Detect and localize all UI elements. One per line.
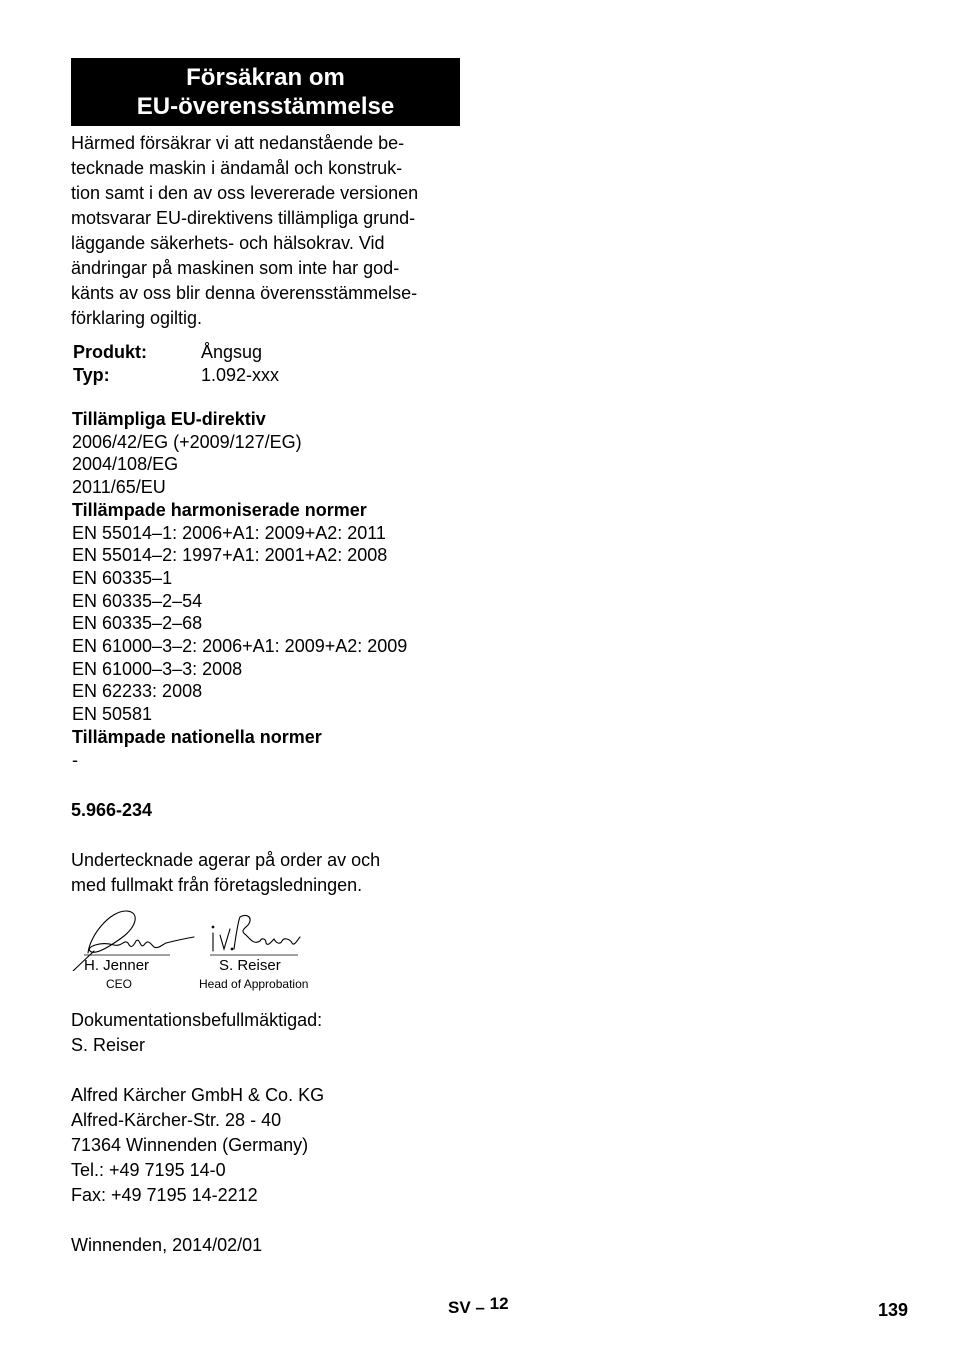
harmonised-item: EN 62233: 2008 [72,681,203,702]
documentation-name: S. Reiser [71,1035,146,1055]
product-value: Ångsug [201,342,263,362]
page-number: 139 [878,1300,909,1320]
directives-heading: Tillämpliga EU-direktiv [72,409,266,429]
signatory-role: CEO [106,977,133,991]
intro-line: läggande säkerhets- och hälsokrav. Vid [71,233,385,253]
company-line: 71364 Winnenden (Germany) [71,1135,309,1155]
authority-line: med fullmakt från företagsledningen. [71,875,363,895]
harmonised-item: EN 61000–3–3: 2008 [72,658,243,679]
harmonised-item: EN 60335–2–68 [72,613,203,634]
intro-line: tion samt i den av oss levererade versionen [71,183,419,203]
title-line-2: EU-överensstämmelse [136,93,395,120]
national-value: - [72,749,78,770]
intro-line: ändringar på maskinen som inte har god- [71,258,400,278]
signature-reiser-scribble [212,915,300,951]
intro-line: motsvarar EU-direktivens tillämpliga grund- [71,208,416,228]
company-line: Alfred-Kärcher-Str. 28 - 40 [71,1110,282,1130]
document-number: 5.966-234 [71,800,153,820]
type-label: Typ: [73,365,110,385]
intro-paragraph [71,131,463,331]
product-label: Produkt: [73,342,147,362]
page-title [71,58,460,126]
footer-section [448,1294,509,1319]
directive-item: 2004/108/EG [72,454,179,475]
signatory-role: Head of Approbation [199,977,309,991]
footer-dash: – [475,1298,485,1317]
type-row [73,364,279,387]
harmonised-item: EN 55014–1: 2006+A1: 2009+A2: 2011 [72,522,386,543]
title-line-1: Försäkran om [186,64,345,91]
company-line: Tel.: +49 7195 14-0 [71,1160,226,1180]
footer-section-page: 12 [489,1294,509,1313]
product-row [73,341,262,364]
directive-item: 2011/65/EU [72,477,166,498]
standards-list [72,408,407,771]
company-line: Alfred Kärcher GmbH & Co. KG [71,1085,325,1105]
intro-line: förklaring ogiltig. [71,308,203,328]
intro-line: tecknade maskin i ändamål och konstruk- [71,158,403,178]
footer-language: SV [448,1298,471,1317]
harmonised-item: EN 60335–2–54 [72,590,203,611]
harmonised-item: EN 60335–1 [72,567,173,588]
intro-line: Härmed försäkrar vi att nedanstående be- [71,133,405,153]
intro-line: känts av oss blir denna överensstämmelse- [71,283,418,303]
signatory-name: S. Reiser [219,957,281,974]
harmonised-heading: Tillämpade harmoniserade normer [72,499,367,520]
signatory-name: H. Jenner [84,957,150,974]
documentation-label: Dokumentationsbefullmäktigad: [71,1010,323,1030]
company-line: Fax: +49 7195 14-2212 [71,1185,258,1205]
harmonised-item: EN 55014–2: 1997+A1: 2001+A2: 2008 [72,545,388,566]
national-heading: Tillämpade nationella normer [72,726,322,747]
authority-line: Undertecknade agerar på order av och [71,850,381,870]
place-date: Winnenden, 2014/02/01 [71,1235,263,1255]
harmonised-item: EN 50581 [72,704,153,725]
type-value: 1.092-xxx [201,365,280,385]
harmonised-item: EN 61000–3–2: 2006+A1: 2009+A2: 2009 [72,636,408,657]
directive-item: 2006/42/EG (+2009/127/EG) [72,431,302,452]
